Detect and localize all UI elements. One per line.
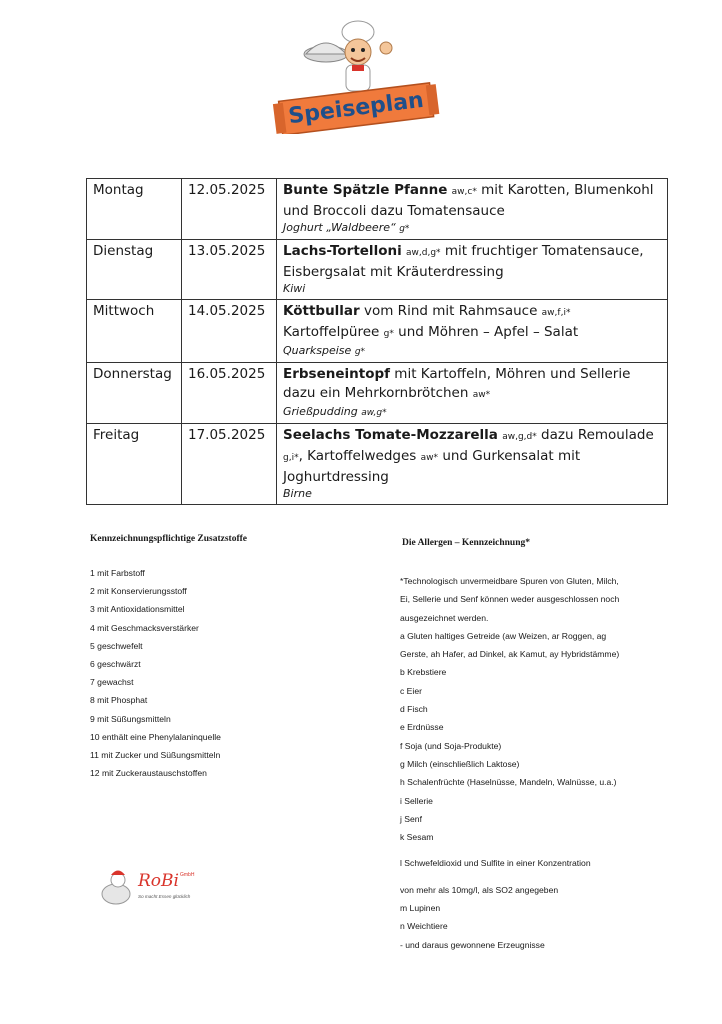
meal-text: vom Rind mit Rahmsauce [359, 303, 538, 319]
meal-text: und Gurkensalat mit [438, 448, 581, 464]
menu-table [86, 178, 668, 505]
meal-cell [277, 363, 668, 424]
dessert-name: Birne [283, 487, 312, 500]
list-item: b Krebstiere [400, 667, 447, 678]
dessert-name: Grießpudding [283, 405, 358, 418]
day-cell: Montag [87, 179, 182, 240]
list-item: 5 geschwefelt [90, 640, 143, 651]
day-cell: Donnerstag [87, 363, 182, 424]
list-item: ausgezeichnet werden. [400, 612, 489, 623]
list-item: - und daraus gewonnene Erzeugnisse [400, 939, 545, 950]
robi-logo [94, 862, 224, 912]
table-row [87, 363, 668, 424]
list-item: j Senf [400, 813, 422, 824]
allergen-code: aw* [472, 390, 491, 400]
allergen-code: g,i* [283, 453, 299, 463]
meal-cell [277, 300, 668, 363]
date-cell: 13.05.2025 [182, 240, 277, 300]
date-cell: 16.05.2025 [182, 363, 277, 424]
meal-text: mit Karotten, Blumenkohl [476, 182, 654, 198]
table-row [87, 179, 668, 240]
allergen-code: aw,f,i* [541, 308, 571, 318]
allergen-code: aw,c* [451, 187, 477, 197]
list-item: m Lupinen [400, 903, 441, 914]
list-item: 12 mit Zuckeraustauschstoffen [90, 768, 207, 779]
list-item: f Soja (und Soja-Produkte) [400, 740, 502, 751]
list-item: 8 mit Phosphat [90, 695, 148, 706]
table-row [87, 300, 668, 363]
list-item: Ei, Sellerie und Senf können weder ausgeschlossen noch [400, 594, 620, 605]
list-item: 7 gewachst [90, 677, 134, 688]
meal-cell [277, 179, 668, 240]
list-item: n Weichtiere [400, 921, 448, 932]
meal-text: Joghurtdressing [283, 469, 389, 485]
meal-name: Köttbullar [283, 303, 360, 319]
allergen-code: g* [383, 329, 394, 339]
allergen-code: aw* [420, 453, 439, 463]
dessert [283, 221, 661, 236]
meal-name: Bunte Spätzle Pfanne [283, 182, 448, 198]
table-row [87, 424, 668, 505]
additives-list [90, 564, 221, 782]
allergen-code: aw,d,g* [406, 248, 441, 258]
meal-name: Erbseneintopf [283, 366, 391, 382]
list-item: von mehr als 10mg/l, als SO2 angegeben [400, 884, 559, 895]
list-item: h Schalenfrüchte (Haselnüsse, Mandeln, Walnüsse, u.a.) [400, 777, 617, 788]
dessert-name: Joghurt „Waldbeere“ [283, 221, 396, 234]
meal-text: dazu ein Mehrkornbrötchen [283, 385, 469, 401]
allergen-code: aw,g* [361, 408, 387, 418]
dessert-name: Kiwi [283, 282, 306, 295]
list-item: 2 mit Konservierungsstoff [90, 586, 187, 597]
day-cell: Dienstag [87, 240, 182, 300]
meal-text: mit Kartoffeln, Möhren und Sellerie [390, 366, 631, 382]
meal-name: Lachs-Tortelloni [283, 243, 402, 259]
dessert [283, 487, 661, 501]
meal-text: , Kartoffelwedges [298, 448, 417, 464]
list-item: 11 mit Zucker und Süßungsmitteln [90, 750, 221, 761]
meal-name: Seelachs Tomate-Mozzarella [283, 427, 498, 443]
banner-title: Speiseplan [287, 87, 425, 129]
allergens-title: Die Allergen – Kennzeichnung* [402, 538, 530, 548]
logo-brand: RoBi [138, 871, 179, 891]
list-item: k Sesam [400, 832, 434, 843]
list-item: l Schwefeldioxid und Sulfite in einer Konzentration [400, 858, 591, 869]
list-item: 10 enthält eine Phenylalaninquelle [90, 731, 221, 742]
meal-text: dazu Remoulade [536, 427, 654, 443]
allergen-code: g* [399, 224, 410, 234]
list-item: g Milch (einschließlich Laktose) [400, 758, 520, 769]
date-cell: 14.05.2025 [182, 300, 277, 363]
allergen-code: g* [354, 347, 366, 357]
logo-slogan: So macht Essen glücklich [138, 894, 191, 899]
list-item: 9 mit Süßungsmitteln [90, 713, 171, 724]
dessert-name: Quarkspeise [283, 344, 352, 357]
list-item: *Technologisch unvermeidbare Spuren von Gluten, Milch, [400, 576, 619, 586]
meal-text: mit fruchtiger Tomatensauce, [440, 243, 644, 259]
meal-cell [277, 424, 668, 505]
date-cell: 17.05.2025 [182, 424, 277, 505]
list-item: d Fisch [400, 704, 428, 715]
list-item: 6 geschwärzt [90, 659, 141, 670]
list-item: c Eier [400, 685, 422, 696]
table-row [87, 240, 668, 300]
meal-cell [277, 240, 668, 300]
date-cell: 12.05.2025 [182, 179, 277, 240]
allergen-code: aw,g,d* [502, 432, 537, 442]
list-item: e Erdnüsse [400, 722, 444, 733]
dessert [283, 344, 661, 359]
day-cell: Freitag [87, 424, 182, 505]
dessert [283, 405, 661, 420]
meal-text: Eisbergsalat mit Kräuterdressing [283, 264, 504, 280]
dessert [283, 282, 661, 296]
allergens-list [400, 572, 700, 954]
meal-text: und Möhren – Apfel – Salat [393, 324, 579, 340]
meal-text: und Broccoli dazu Tomatensauce [283, 203, 505, 219]
additives-title: Kennzeichnungspflichtige Zusatzstoffe [90, 534, 248, 544]
list-item: a Gluten haltiges Getreide (aw Weizen, ar Roggen, ag [400, 630, 607, 641]
meal-text: Kartoffelpüree [283, 324, 380, 340]
list-item: Gerste, ah Hafer, ad Dinkel, ak Kamut, ay Hybridstämme) [400, 649, 620, 660]
day-cell: Mittwoch [87, 300, 182, 363]
list-item: 1 mit Farbstoff [90, 568, 145, 578]
list-item: 4 mit Geschmacksverstärker [90, 622, 199, 633]
logo-suffix: GmbH [180, 872, 195, 878]
list-item: i Sellerie [400, 795, 433, 806]
list-item: 3 mit Antioxidationsmittel [90, 604, 185, 615]
